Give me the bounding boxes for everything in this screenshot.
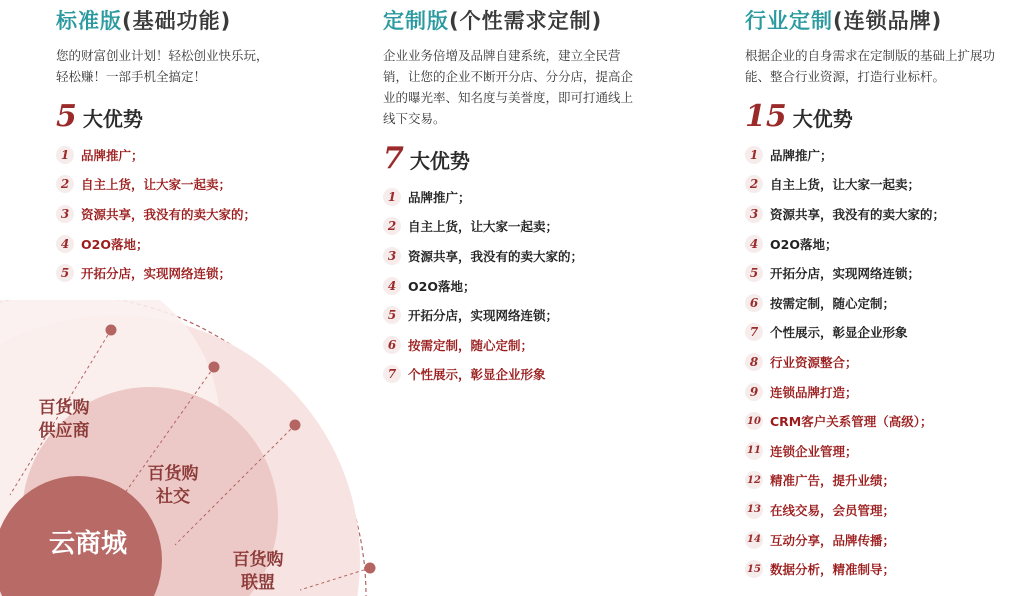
advantage-number: 3 [56,205,74,223]
column-description: 根据企业的自身需求在定制版的基础上扩展功能、整合行业资源，打造行业标杆。 [745,48,996,84]
advantage-number: 7 [383,365,401,383]
advantage-number: 13 [745,501,763,519]
advantage-item [383,330,643,360]
advantage-number: 1 [745,146,763,164]
connector-dot [290,420,301,431]
title-rest: (连锁品牌) [833,9,943,33]
advantage-number: 2 [56,175,74,193]
advantage-number: 6 [383,336,401,354]
label-alliance-line2: 联盟 [241,573,275,593]
advantage-label: 大优势 [82,107,143,131]
advantage-text: 自主上货，让大家一起卖； [81,177,232,193]
advantage-item [56,140,281,170]
advantage-count: 15 [745,99,787,134]
advantage-text: 连锁企业管理； [770,443,858,459]
advantage-number: 3 [745,205,763,223]
advantage-item [745,258,1017,288]
advantage-item [745,170,1017,200]
column-description: 您的财富创业计划！轻松创业快乐玩，轻松赚！一部手机全搞定！ [56,48,269,84]
advantage-label: 大优势 [792,107,853,131]
advantage-item [745,199,1017,229]
advantage-item [383,300,643,330]
title-highlight: 定制版 [383,9,449,33]
advantage-item [745,140,1017,170]
advantage-item [383,271,643,301]
advantage-number: 2 [745,175,763,193]
advantage-number: 5 [745,264,763,282]
advantage-count: 5 [56,99,77,134]
advantage-list [56,140,281,288]
advantage-text: 开拓分店，实现网络连锁； [408,308,559,324]
advantage-text: 品牌推广； [408,189,471,205]
advantage-number: 5 [56,264,74,282]
advantage-item [745,288,1017,318]
advantage-text: 自主上货，让大家一起卖； [408,219,559,235]
advantage-item [745,525,1017,555]
column-standard [56,0,281,288]
advantage-heading [383,141,643,176]
advantage-text: 开拓分店，实现网络连锁； [81,266,232,282]
advantage-item [56,258,281,288]
advantage-item [745,466,1017,496]
advantage-text: O2O落地； [770,236,838,252]
advantage-text: 资源共享，我没有的卖大家的； [408,248,584,264]
column-title [383,5,643,35]
advantage-text: 按需定制，随心定制； [770,295,896,311]
advantage-item [745,495,1017,525]
advantage-text: 按需定制，随心定制； [408,337,534,353]
advantage-number: 1 [383,188,401,206]
advantage-number: 3 [383,247,401,265]
advantage-text: O2O落地； [81,236,149,252]
advantage-item [383,212,643,242]
advantage-number: 2 [383,217,401,235]
advantage-text: 个性展示，彰显企业形象 [770,325,908,341]
advantage-heading [56,99,281,134]
title-rest: (基础功能) [122,9,232,33]
advantage-number: 11 [745,442,763,460]
advantage-text: 开拓分店，实现网络连锁； [770,266,921,282]
column-industry [745,0,1017,584]
label-supplier-line1: 百货购 [38,398,90,418]
label-social-line2: 社交 [156,487,190,507]
advantage-item [745,347,1017,377]
advantage-item [56,170,281,200]
column-custom [383,0,643,389]
advantage-item [383,360,643,390]
advantage-list [383,182,643,389]
ecosystem-diagram [0,300,380,596]
advantage-number: 10 [745,412,763,430]
advantage-count: 7 [383,141,404,176]
advantage-heading [745,99,1017,134]
advantage-item [383,241,643,271]
label-alliance-line1: 百货购 [232,550,284,570]
connector-dot [106,325,117,336]
advantage-text: 连锁品牌打造； [770,384,858,400]
label-supplier-line2: 供应商 [38,421,90,441]
advantage-text: O2O落地； [408,278,476,294]
advantage-number: 4 [56,235,74,253]
advantage-item [745,406,1017,436]
column-description: 企业业务倍增及品牌自建系统，建立全民营销，让您的企业不断开分店、分分店，提高企业的曝光率、知名度与美誉度，即可打通线上线下交易。 [383,48,634,126]
advantage-item [56,229,281,259]
advantage-text: 行业资源整合； [770,354,858,370]
advantage-number: 15 [745,560,763,578]
advantage-text: 品牌推广； [81,147,144,163]
column-title [56,5,281,35]
advantage-number: 14 [745,531,763,549]
column-title [745,5,1017,35]
advantage-text: 数据分析，精准制导； [770,562,896,578]
advantage-list [745,140,1017,584]
advantage-text: 精准广告，提升业绩； [770,473,896,489]
advantage-item [745,436,1017,466]
advantage-number: 9 [745,383,763,401]
advantage-item [745,377,1017,407]
advantage-text: 资源共享，我没有的卖大家的； [81,206,257,222]
connector-dot [365,563,376,574]
advantage-text: 自主上货，让大家一起卖； [770,177,921,193]
advantage-number: 12 [745,471,763,489]
label-social-line1: 百货购 [147,464,199,484]
advantage-text: CRM客户关系管理（高级）； [770,414,933,430]
advantage-item [745,554,1017,584]
advantage-item [745,229,1017,259]
advantage-text: 互动分享，品牌传播； [770,532,896,548]
connector-dot [209,362,220,373]
advantage-number: 4 [383,277,401,295]
advantage-item [745,318,1017,348]
title-highlight: 标准版 [56,9,122,33]
advantage-item [56,199,281,229]
advantage-number: 1 [56,146,74,164]
advantage-number: 5 [383,306,401,324]
advantage-text: 在线交易，会员管理； [770,502,896,518]
advantage-item [383,182,643,212]
title-highlight: 行业定制 [745,9,833,33]
title-rest: (个性需求定制) [449,9,603,33]
label-cloud-mall: 云商城 [48,529,128,559]
advantage-number: 4 [745,235,763,253]
advantage-text: 个性展示，彰显企业形象 [408,367,546,383]
advantage-label: 大优势 [409,149,470,173]
advantage-number: 8 [745,353,763,371]
advantage-text: 资源共享，我没有的卖大家的； [770,206,946,222]
advantage-number: 7 [745,323,763,341]
advantage-text: 品牌推广； [770,147,833,163]
advantage-number: 6 [745,294,763,312]
